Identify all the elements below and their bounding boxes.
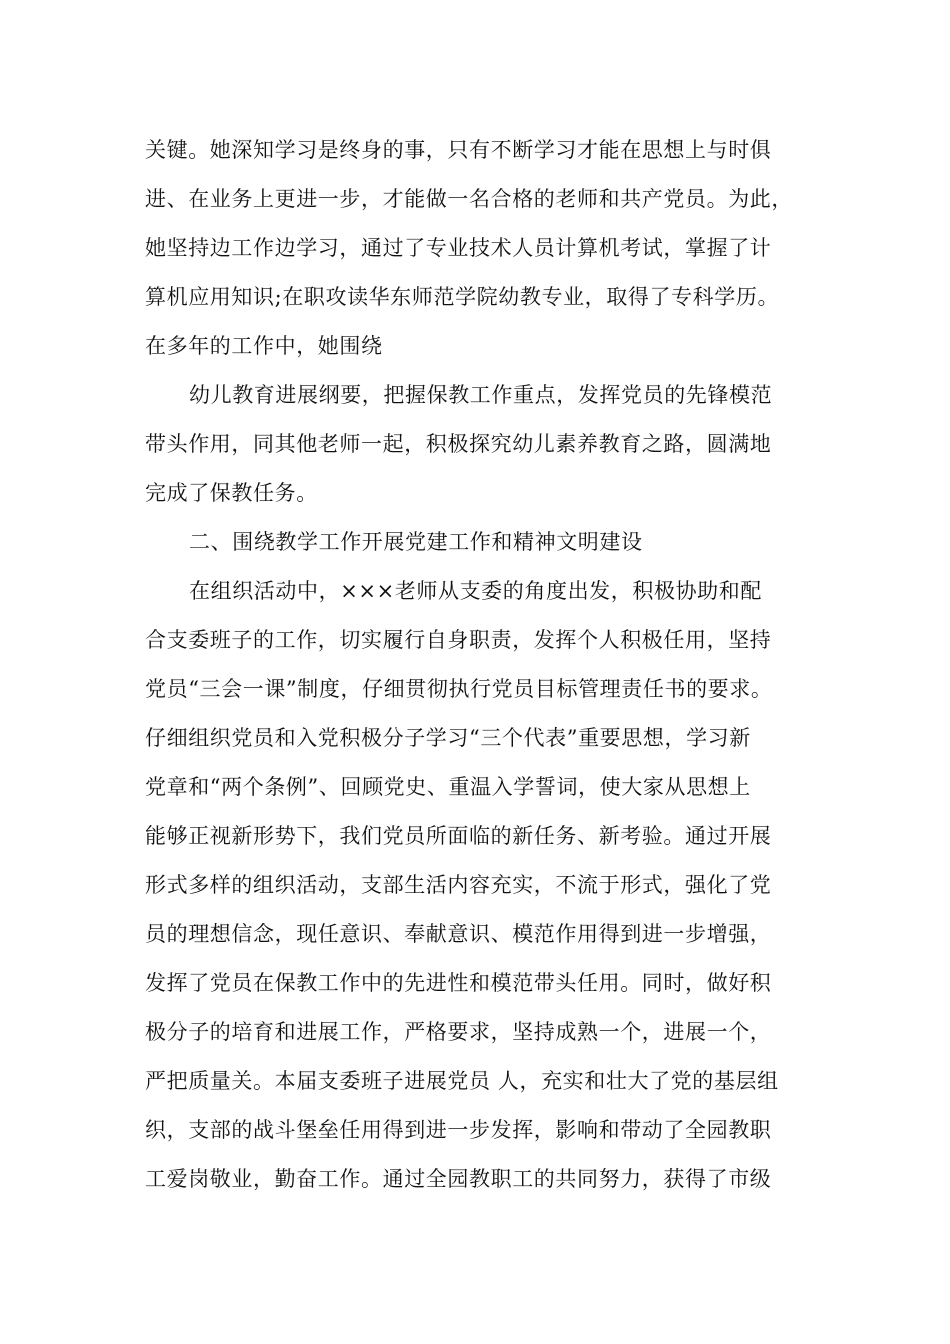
- text-line: 织，支部的战斗堡垒任用得到进一步发挥，影响和带动了全园教职: [145, 1118, 772, 1142]
- text-line: 合支委班子的工作，切实履行自身职责，发挥个人积极任用，坚持: [145, 628, 772, 652]
- section-heading: 二、围绕教学工作开展党建工作和精神文明建设: [189, 530, 643, 554]
- text-line: 形式多样的组织活动，支部生活内容充实，不流于形式，强化了党: [145, 873, 772, 897]
- text-line: 党员“三会一课”制度，仔细贯彻执行党员目标管理责任书的要求。: [145, 677, 773, 701]
- text-line: 关键。她深知学习是终身的事，只有不断学习才能在思想上与时俱: [145, 138, 772, 162]
- text-line: 严把质量关。本届支委班子进展党员 人，充实和壮大了党的基层组: [145, 1069, 779, 1093]
- text-line: 员的理想信念，现任意识、奉献意识、模范作用得到进一步增强，: [145, 922, 772, 946]
- paragraph-first-line: 幼儿教育进展纲要，把握保教工作重点，发挥党员的先锋模范: [189, 383, 773, 407]
- text-line: 进、在业务上更进一步，才能做一名合格的老师和共产党员。为此，: [145, 187, 793, 211]
- text-line: 算机应用知识;在职攻读华东师范学院幼教专业，取得了专科学历。: [145, 285, 780, 309]
- paragraph-first-line: 在组织活动中，×××老师从支委的角度出发，积极协助和配: [189, 579, 762, 603]
- text-line: 她坚持边工作边学习，通过了专业技术人员计算机考试，掌握了计: [145, 236, 772, 260]
- text-line: 发挥了党员在保教工作中的先进性和模范带头任用。同时，做好积: [145, 971, 772, 995]
- text-line: 仔细组织党员和入党积极分子学习“三个代表”重要思想，学习新: [145, 726, 751, 750]
- text-line: 党章和“两个条例”、回顾党史、重温入学誓词，使大家从思想上: [145, 775, 751, 799]
- text-line: 极分子的培育和进展工作，严格要求，坚持成熟一个，进展一个，: [145, 1020, 772, 1044]
- text-line: 工爱岗敬业，勤奋工作。通过全园教职工的共同努力，获得了市级: [145, 1167, 772, 1191]
- text-line: 带头作用，同其他老师一起，积极探究幼儿素养教育之路，圆满地: [145, 432, 772, 456]
- text-line: 能够正视新形势下，我们党员所面临的新任务、新考验。通过开展: [145, 824, 772, 848]
- text-line: 完成了保教任务。: [145, 481, 318, 505]
- text-line: 在多年的工作中，她围绕: [145, 334, 383, 358]
- document-body: [145, 126, 825, 1204]
